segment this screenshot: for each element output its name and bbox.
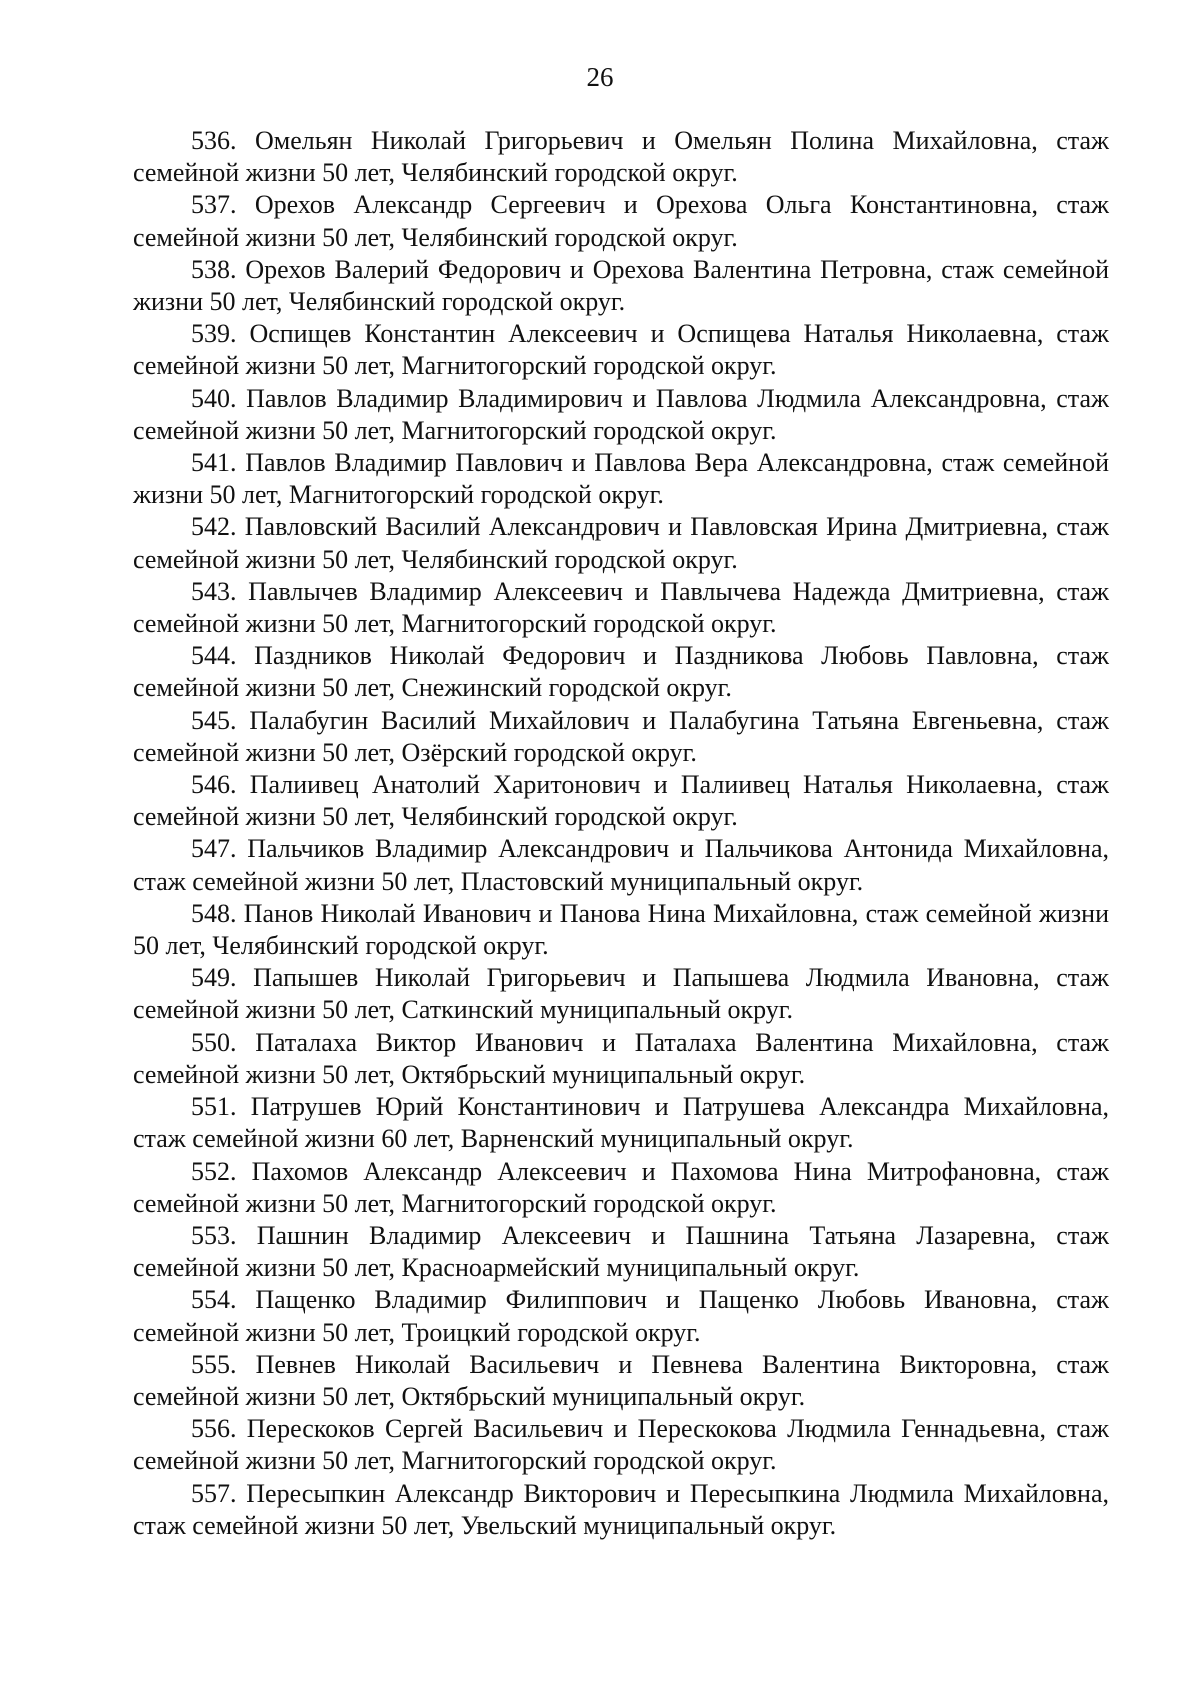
list-item: 546. Палиивец Анатолий Харитонович и Палиивец Наталья Николаевна, стаж семейной жизни 50 лет, Челябинский городской округ. — [133, 770, 1109, 832]
list-item: 544. Паздников Николай Федорович и Паздникова Любовь Павловна, стаж семейной жизни 50 лет, Снежинский городской округ. — [133, 641, 1109, 703]
list-item: 536. Омельян Николай Григорьевич и Омельян Полина Михайловна, стаж семейной жизни 50 лет, Челябинский городской округ. — [133, 126, 1109, 188]
list-item: 539. Оспищев Константин Алексеевич и Оспищева Наталья Николаевна, стаж семейной жизни 50 лет, Магнитогорский городской округ. — [133, 319, 1109, 381]
list-item: 541. Павлов Владимир Павлович и Павлова Вера Александровна, стаж семейной жизни 50 лет, Магнитогорский городской округ. — [133, 448, 1109, 510]
list-item: 538. Орехов Валерий Федорович и Орехова Валентина Петровна, стаж семейной жизни 50 лет, Челябинский городской округ. — [133, 254, 1109, 317]
list-item: 555. Певнев Николай Васильевич и Певнева Валентина Викторовна, стаж семейной жизни 50 лет, Октябрьский муниципальный округ. — [133, 1349, 1109, 1411]
list-item: 549. Папышев Николай Григорьевич и Папышева Людмила Ивановна, стаж семейной жизни 50 лет, Саткинский муниципальный округ. — [133, 963, 1109, 1025]
list-item: 553. Пашнин Владимир Алексеевич и Пашнина Татьяна Лазаревна, стаж семейной жизни 50 лет, Красноармейский муниципальный округ. — [133, 1220, 1109, 1283]
page-number: 26 — [586, 62, 614, 92]
list-item: 552. Пахомов Александр Алексеевич и Пахомова Нина Митрофановна, стаж семейной жизни 50 лет, Магнитогорский городской округ. — [133, 1156, 1109, 1218]
list-item: 540. Павлов Владимир Владимирович и Павлова Людмила Александровна, стаж семейной жизни 50 лет, Магнитогорский городской округ. — [133, 383, 1109, 445]
list-item: 557. Пересыпкин Александр Викторович и Пересыпкина Людмила Михайловна, стаж семейной жизни 50 лет, Увельский муниципальный округ. — [133, 1478, 1109, 1540]
list-item: 548. Панов Николай Иванович и Панова Нина Михайловна, стаж семейной жизни 50 лет, Челябинский городской округ. — [133, 898, 1109, 961]
list-item: 554. Пащенко Владимир Филиппович и Пащенко Любовь Ивановна, стаж семейной жизни 50 лет, Троицкий городской округ. — [133, 1285, 1109, 1347]
list-item: 550. Паталаха Виктор Иванович и Паталаха Валентина Михайловна, стаж семейной жизни 50 лет, Октябрьский муниципальный округ. — [133, 1027, 1109, 1089]
list-item: 551. Патрушев Юрий Константинович и Патрушева Александра Михайловна, стаж семейной жизни 60 лет, Варненский муниципальный округ. — [133, 1092, 1109, 1154]
list-item: 545. Палабугин Василий Михайлович и Палабугина Татьяна Евгеньевна, стаж семейной жизни 50 лет, Озёрский городской округ. — [133, 705, 1109, 767]
list-item: 543. Павлычев Владимир Алексеевич и Павлычева Надежда Дмитриевна, стаж семейной жизни 50 лет, Магнитогорский городской округ. — [133, 576, 1109, 639]
entries-list — [133, 125, 1109, 1542]
list-item: 547. Пальчиков Владимир Александрович и Пальчикова Антонида Михайловна, стаж семейной жизни 50 лет, Пластовский муниципальный округ. — [133, 834, 1109, 896]
list-item: 542. Павловский Василий Александрович и Павловская Ирина Дмитриевна, стаж семейной жизни 50 лет, Челябинский городской округ. — [133, 512, 1109, 574]
list-item: 537. Орехов Александр Сергеевич и Орехова Ольга Константиновна, стаж семейной жизни 50 лет, Челябинский городской округ. — [133, 190, 1109, 252]
list-item: 556. Перескоков Сергей Васильевич и Перескокова Людмила Геннадьевна, стаж семейной жизни 50 лет, Магнитогорский городской округ. — [133, 1414, 1109, 1476]
